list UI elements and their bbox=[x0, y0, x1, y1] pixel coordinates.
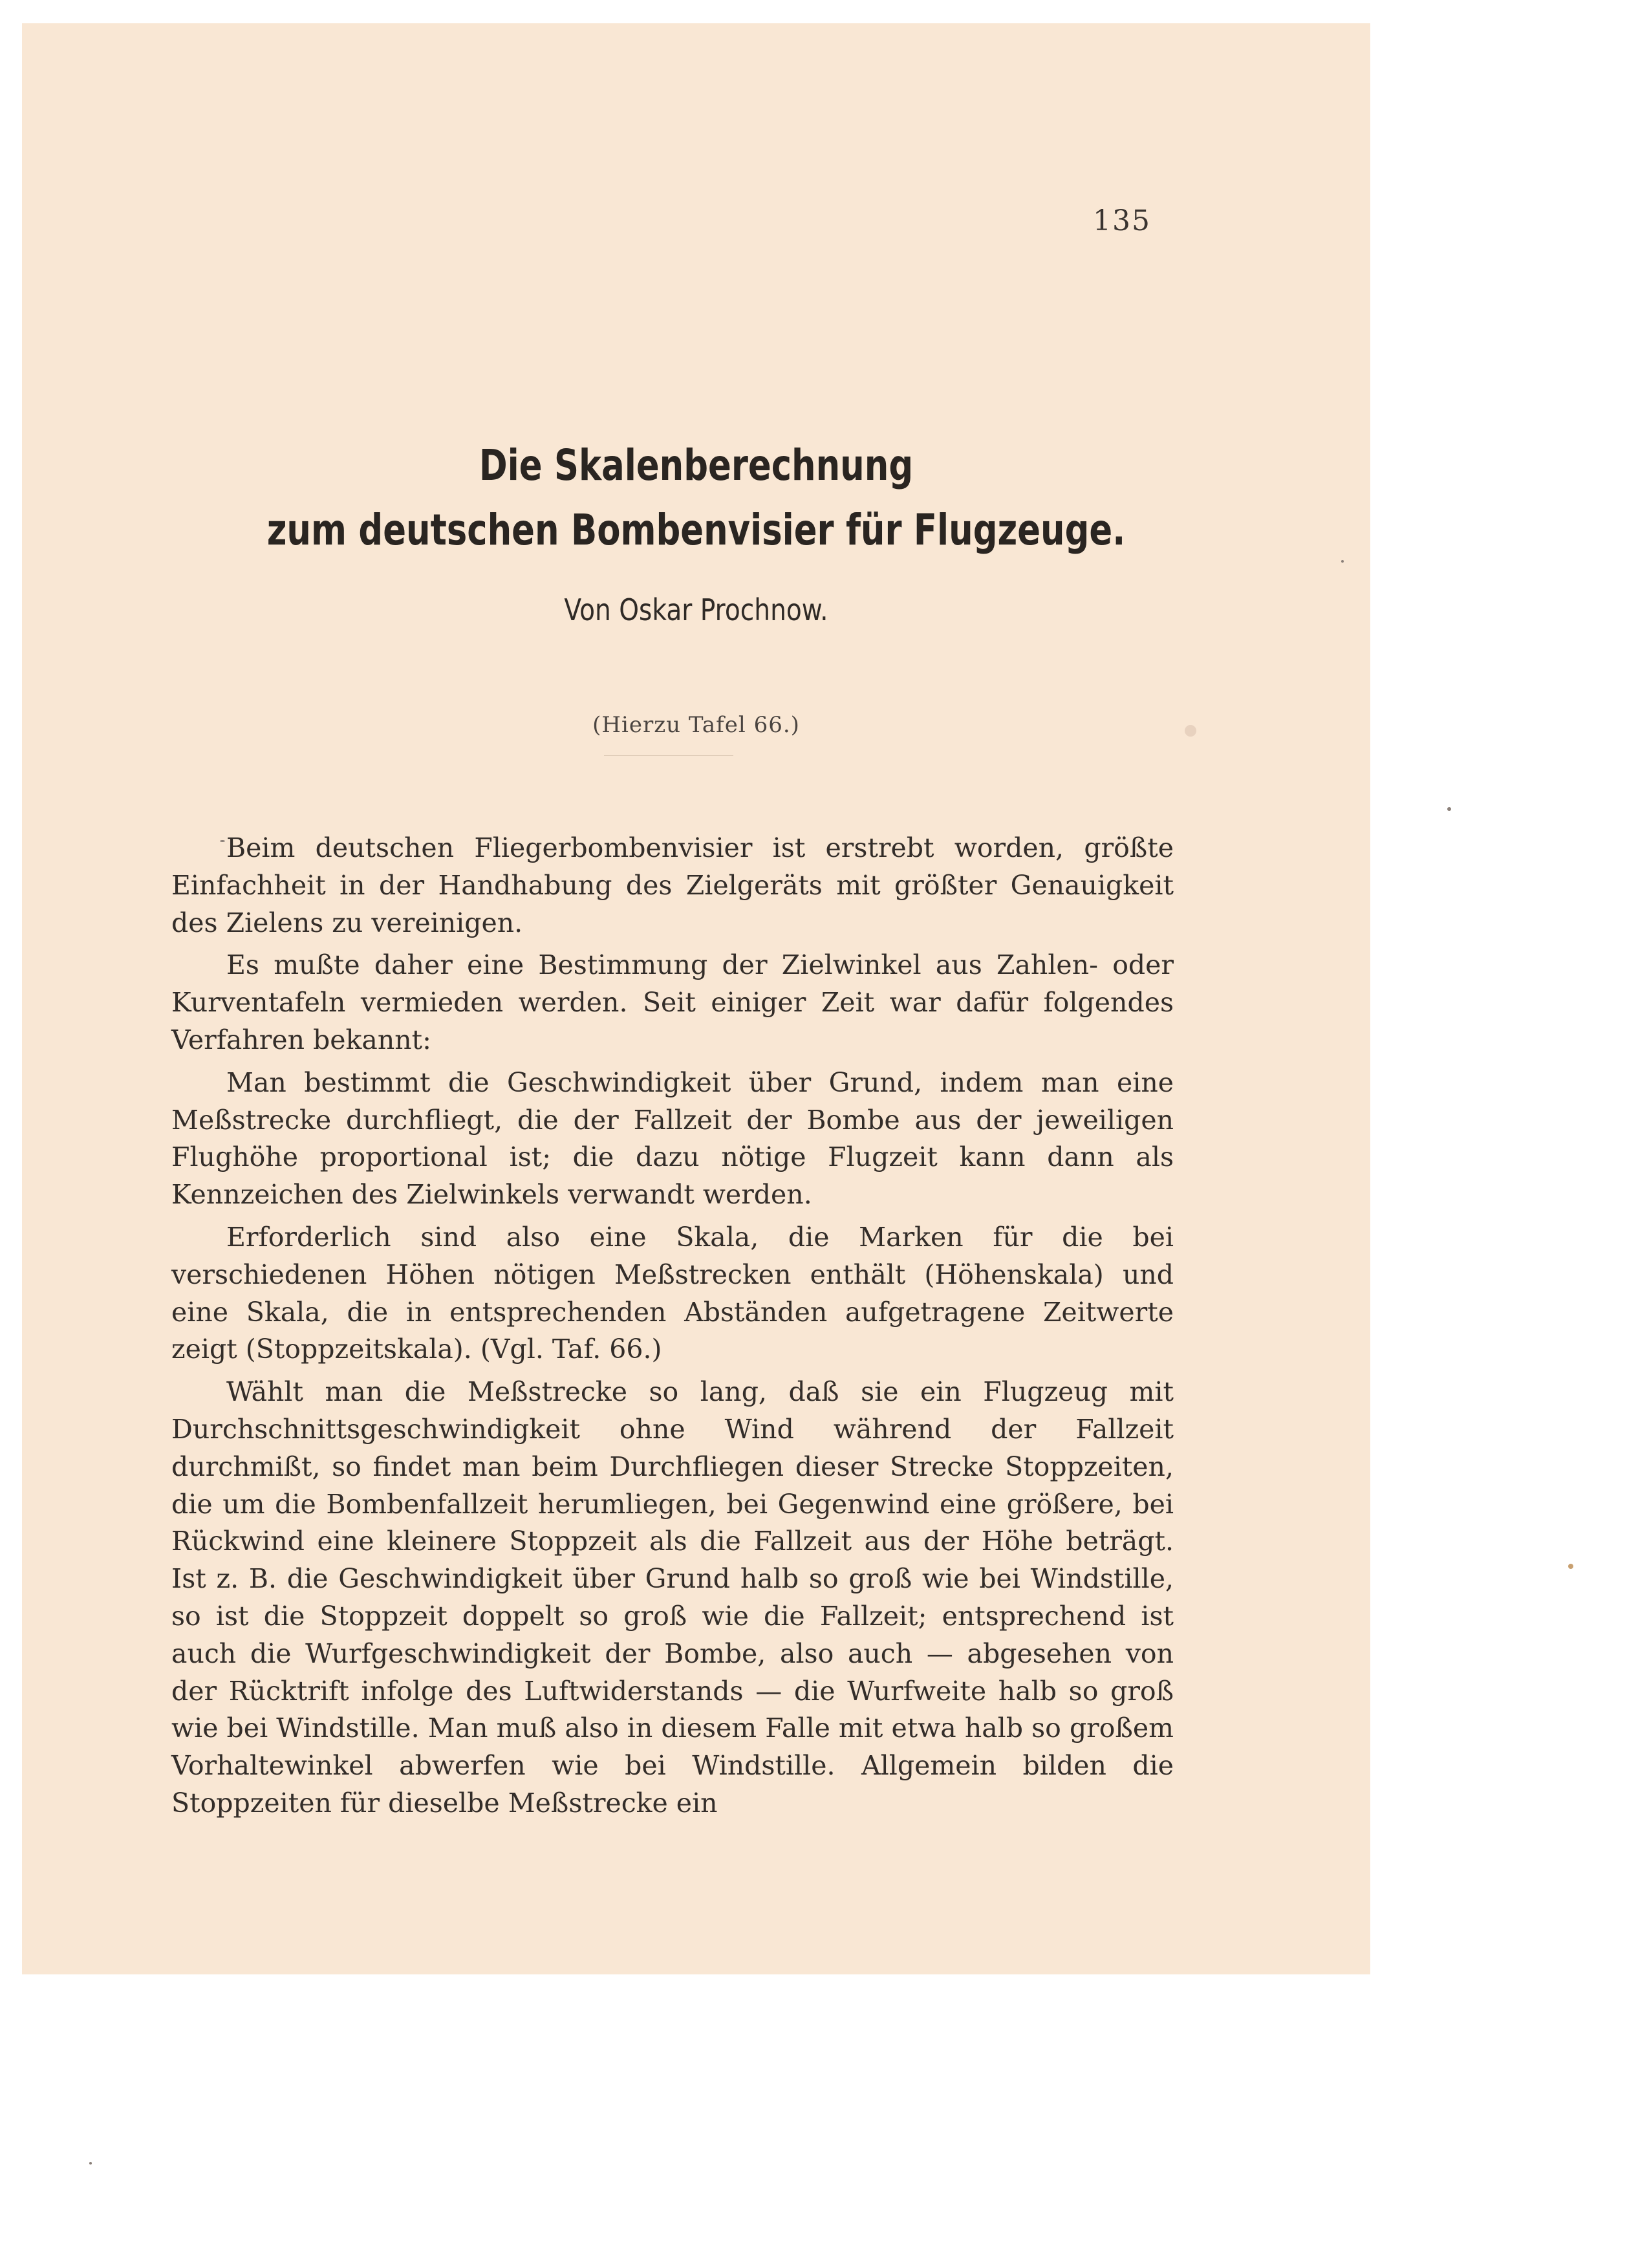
article-body bbox=[171, 830, 1174, 1828]
plate-reference-note: (Hierzu Tafel 66.) bbox=[592, 712, 800, 738]
scan-speck bbox=[1447, 807, 1451, 811]
scan-speck bbox=[1341, 560, 1344, 563]
divider-rule bbox=[604, 755, 733, 756]
scan-speck bbox=[1185, 725, 1196, 737]
article-title-line-1: Die Skalenberechnung bbox=[479, 440, 914, 490]
author-byline: Von Oskar Prochnow. bbox=[564, 592, 828, 627]
scan-speck bbox=[1568, 1564, 1573, 1569]
paragraph-4: Erforderlich sind also eine Skala, die Marken für die bei verschiedenen Höhen nötigen Meßstrecken enthält (Höhenskala) und eine Skala, die in entsprechenden Abständen aufgetragene Zeitwerte zeigt (Stoppzeitskala). (Vgl. Taf. 66.) bbox=[171, 1221, 1174, 1365]
scanned-page bbox=[22, 23, 1370, 1974]
paragraph-1: Beim deutschen Fliegerbombenvisier ist erstrebt worden, größte Einfachheit in der Handhabung des Zielgeräts mit größter Genauigkeit des Zielens zu vereinigen. bbox=[171, 832, 1174, 938]
paragraph-2: Es mußte daher eine Bestimmung der Zielwinkel aus Zahlen- oder Kurventafeln vermieden werden. Seit einiger Zeit war dafür folgendes Verfahren bekannt: bbox=[171, 949, 1174, 1055]
page-number: 135 bbox=[1093, 204, 1151, 237]
article-title-line-2: zum deutschen Bombenvisier für Flugzeuge. bbox=[266, 505, 1126, 555]
paragraph-3: Man bestimmt die Geschwindigkeit über Grund, indem man eine Meßstrecke durchfliegt, die der Fallzeit der Bombe aus der jeweiligen Flughöhe proportional ist; die dazu nötige Flugzeit kann dann als Kennzeichen des Zielwinkels verwandt werden. bbox=[171, 1066, 1174, 1211]
scan-speck bbox=[220, 840, 225, 842]
paragraph-5: Wählt man die Meßstrecke so lang, daß sie ein Flugzeug mit Durchschnittsgeschwindigkeit ohne Wind während der Fallzeit durchmißt, so findet man beim Durchfliegen dieser Strecke Stoppzeiten, die um die Bombenfallzeit herumliegen, bei Gegenwind eine größere, bei Rückwind eine kleinere Stoppzeit als die Fallzeit aus der Höhe beträgt. Ist z. B. die Geschwindigkeit über Grund halb so groß wie bei Windstille, so ist die Stoppzeit doppelt so groß wie die Fallzeit; entsprechend ist auch die Wurfgeschwindigkeit der Bombe, also auch — abgesehen von der Rücktrift infolge des Luftwiderstands — die Wurfweite halb so groß wie bei Windstille. Man muß also in diesem Falle mit etwa halb so großem Vorhaltewinkel abwerfen wie bei Windstille. Allgemein bilden die Stoppzeiten für dieselbe Meßstrecke ein bbox=[171, 1376, 1174, 1819]
scan-speck bbox=[89, 2162, 92, 2165]
